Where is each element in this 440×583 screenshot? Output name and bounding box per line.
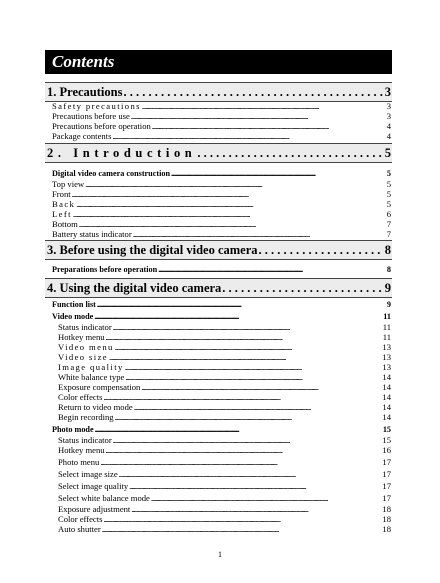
contents-title: Contents	[45, 50, 392, 74]
toc-entry[interactable]: Battery status indicator . . . 7	[52, 229, 391, 239]
toc-entry[interactable]: Status indicator . . . 15	[58, 435, 391, 445]
toc-page: 3	[384, 85, 391, 99]
toc-entry[interactable]: Function list . . . 9	[52, 300, 391, 310]
toc-entry[interactable]: Safety precautions . . . 3	[52, 101, 391, 111]
toc-entry[interactable]: Hotkey menu . . . 16	[58, 445, 391, 455]
toc-page: 5	[384, 146, 391, 160]
toc-entry[interactable]: Back . . . 5	[52, 199, 391, 209]
toc-entry[interactable]: Status indicator . . . 11	[58, 322, 391, 332]
toc-label: 4. Using the digital video camera	[47, 281, 222, 295]
toc-section-precautions[interactable]	[47, 83, 391, 101]
toc-entry[interactable]: Left . . . 6	[52, 209, 391, 219]
toc-entry[interactable]: Video size . . . 13	[58, 352, 391, 362]
toc-entry[interactable]: Photo menu . . . 17	[58, 457, 391, 467]
toc-entry[interactable]: Image quality . . . 13	[58, 362, 391, 372]
toc-entry[interactable]: Bottom . . . 7	[52, 219, 391, 229]
toc-entry[interactable]: Select white balance mode . . . 17	[58, 493, 391, 503]
toc-entry[interactable]: Begin recording . . . 14	[58, 412, 391, 422]
toc-entry[interactable]: Select image quality . . . 17	[58, 481, 391, 491]
toc-label: 2. Introduction	[47, 146, 197, 160]
toc-page: 8	[384, 243, 391, 257]
toc-entry[interactable]: Package contents . . . 4	[52, 131, 391, 141]
toc-entry[interactable]: Digital video camera construction . . . 5	[52, 169, 391, 179]
toc-entry[interactable]: Precautions before operation . . . 4	[52, 121, 391, 131]
toc-entry[interactable]: White balance type . . . 14	[58, 372, 391, 382]
page-number: 1	[218, 550, 222, 559]
toc-entry[interactable]: Return to video mode . . . 14	[58, 402, 391, 412]
toc-entry[interactable]: Video mode . . . 11	[52, 312, 391, 322]
toc-entry[interactable]: Select image size . . . 17	[58, 469, 391, 479]
toc-entry[interactable]: Preparations before operation . . . 8	[52, 265, 391, 275]
toc-section-using[interactable]	[47, 279, 391, 297]
toc-entry[interactable]: Color effects . . . 18	[58, 514, 391, 524]
toc-section-before-using[interactable]	[47, 241, 391, 259]
toc-entry[interactable]: Exposure adjustment . . . 18	[58, 504, 391, 514]
toc-entry[interactable]: Auto shutter . . . 18	[58, 524, 391, 534]
toc-section-introduction[interactable]	[47, 144, 391, 162]
toc-entry[interactable]: Precautions before use . . . 3	[52, 111, 391, 121]
toc-entry[interactable]: Hotkey menu . . . 11	[58, 332, 391, 342]
toc-entry[interactable]: Top view . . . 5	[52, 179, 391, 189]
toc-entry[interactable]: Exposure compensation . . . 14	[58, 382, 391, 392]
toc-entry[interactable]: Front . . . 5	[52, 189, 391, 199]
toc-entry[interactable]: Photo mode . . . 15	[52, 425, 391, 435]
toc-label: 3. Before using the digital video camera	[47, 243, 258, 257]
toc-entry[interactable]: Color effects . . . 14	[58, 392, 391, 402]
toc-page: 9	[384, 281, 391, 295]
toc-entry[interactable]: Video menu . . . 13	[58, 342, 391, 352]
toc-label: 1. Precautions	[47, 85, 123, 99]
